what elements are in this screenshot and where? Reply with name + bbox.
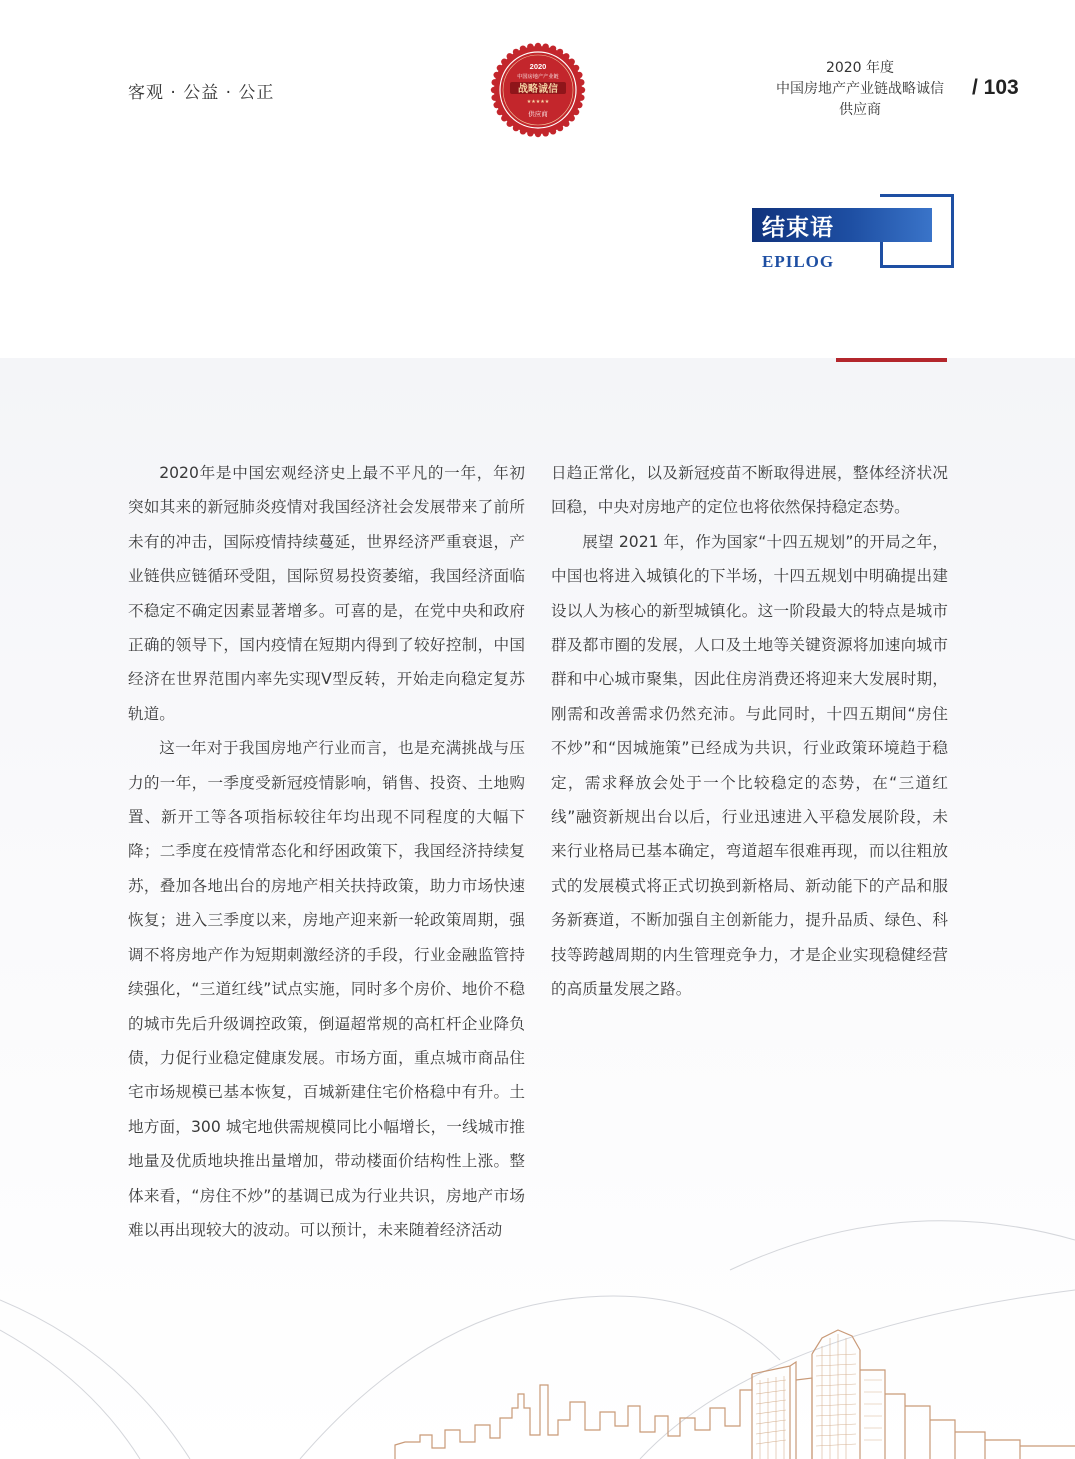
header-report-subtitle: 供应商 [839,102,881,118]
seal-edge-tooth [569,59,575,65]
seal-edge-tooth [501,59,507,65]
seal-edge-tooth [491,79,497,85]
body-column-left [128,456,525,1247]
seal-stars: ★★★★★ [526,99,550,105]
seal-edge-tooth [578,79,584,85]
seal-edge-tooth [527,130,533,136]
seal-edge-tooth [497,109,503,115]
seal-edge-tooth [542,43,548,49]
seal-edge-tooth [491,94,497,100]
header-report-title: 中国房地产产业链战略诚信 [776,81,944,97]
seal-edge-tooth [573,65,579,71]
body-column-right [551,456,948,1007]
strategic-integrity-seal-logo [490,42,586,138]
decorative-arcs [0,1221,1075,1459]
seal-edge-tooth [493,102,499,108]
seal-edge-tooth [563,121,569,127]
header-year: 2020 年度 [825,60,895,76]
seal-edge-tooth [493,72,499,78]
seal-edge-tooth [557,49,563,55]
header-slogan: 客观 · 公益 · 公正 [128,83,275,103]
seal-edge-tooth [501,115,507,121]
seal-edge-tooth [573,109,579,115]
seal-edge-tooth [513,125,519,131]
seal-year: 2020 [529,62,547,71]
skyline-windows [756,1334,882,1459]
seal-edge-tooth [542,130,548,136]
red-divider [836,358,947,362]
header-report-info [760,58,960,121]
seal-edge-tooth [579,87,585,93]
seal-edge-tooth [576,102,582,108]
seal-edge-tooth [569,115,575,121]
seal-edge-tooth [557,125,563,131]
city-skyline-illustration [0,1180,1075,1459]
section-subtitle: EPILOG [762,252,835,271]
seal-edge-tooth [550,128,556,134]
paragraph: 这一年对于我国房地产行业而言，也是充满挑战与压力的一年，一季度受新冠疫情影响，销售、投资、土地购置、新开工等各项指标较往年均出现不同程度的大幅下降；二季度在疫情常态化和纾困政策下，我国经济持续复苏，叠加各地出台的房地产相关扶持政策，助力市场快速恢复；进入三季度以来，房地产迎来新一轮政策周期，强调不将房地产作为短期刺激经济的手段，行业金融监管持续强化，“三道红线”试点实施，同时多个房价、地价不稳的城市先后升级调控政策，倒逼超常规的高杠杆企业降负债，力促行业稳定健康发展。市场方面，重点城市商品住宅市场规模已基本恢复，百城新建住宅价格稳中有升。土地方面，300 城宅地供需规模同比小幅增长，一线城市推地量及优质地块推出量增加，带动楼面价结构性上涨。整体来看，“房住不炒”的基调已成为行业共识，房地产市场难以再出现较大的波动。可以预计，未来随着经济活动 [128,739,525,1239]
paragraph: 2020年是中国宏观经济史上最不平凡的一年，年初突如其来的新冠肺炎疫情对我国经济社会发展带来了前所未有的冲击，国际疫情持续蔓延，世界经济严重衰退，产业链供应链循环受阻，国际贸易投资萎缩，我国经济面临不稳定不确定因素显著增多。可喜的是，在党中央和政府正确的领导下，国内疫情在短期内得到了较好控制，中国经济在世界范围内率先实现Ⅴ型反转，开始走向稳定复苏轨道。 [128,464,525,723]
seal-edge-tooth [491,87,497,93]
seal-org: 中国房地产产业链 [517,74,559,80]
seal-edge-tooth [527,43,533,49]
seal-bottom-text: 供应商 [528,110,548,118]
seal-edge-tooth [497,65,503,71]
seal-edge-tooth [520,45,526,51]
seal-edge-tooth [550,45,556,51]
paragraph: 日趋正常化，以及新冠疫苗不断取得进展，整体经济状况回稳，中央对房地产的定位也将依然保持稳定态势。 [551,464,948,517]
seal-edge-tooth [513,49,519,55]
paragraph: 展望 2021 年，作为国家“十四五规划”的开局之年，中国也将进入城镇化的下半场，十四五规划中明确提出建设以人为核心的新型城镇化。这一阶段最大的特点是城市群及都市圈的发展，人口及土地等关键资源将加速向城市群和中心城市聚集，因此住房消费还将迎来大发展时期，刚需和改善需求仍然充沛。与此同时，十四五期间“房住不炒”和“因城施策”已经成为共识，行业政策环境趋于稳定，需求释放会处于一个比较稳定的态势，在“三道红线”融资新规出台以后，行业迅速进入平稳发展阶段，未来行业格局已基本确定，弯道超车很难再现，而以往粗放式的发展模式将正式切换到新格局、新动能下的产品和服务新赛道，不断加强自主创新能力，提升品质、绿色、科技等跨越周期的内生管理竞争力，才是企业实现稳健经营的高质量发展之路。 [551,532,948,999]
page-number: / 103 [972,76,1019,99]
seal-main-text: 战略诚信 [518,84,558,95]
seal-edge-tooth [576,72,582,78]
seal-edge-tooth [507,53,513,59]
seal-edge-tooth [563,53,569,59]
seal-edge-tooth [507,121,513,127]
seal-edge-tooth [535,131,541,137]
seal-edge-tooth [520,128,526,134]
section-title: 结束语 [762,215,834,241]
skyline-outline [395,1330,1075,1459]
seal-edge-tooth [578,94,584,100]
seal-edge-tooth [535,43,541,49]
